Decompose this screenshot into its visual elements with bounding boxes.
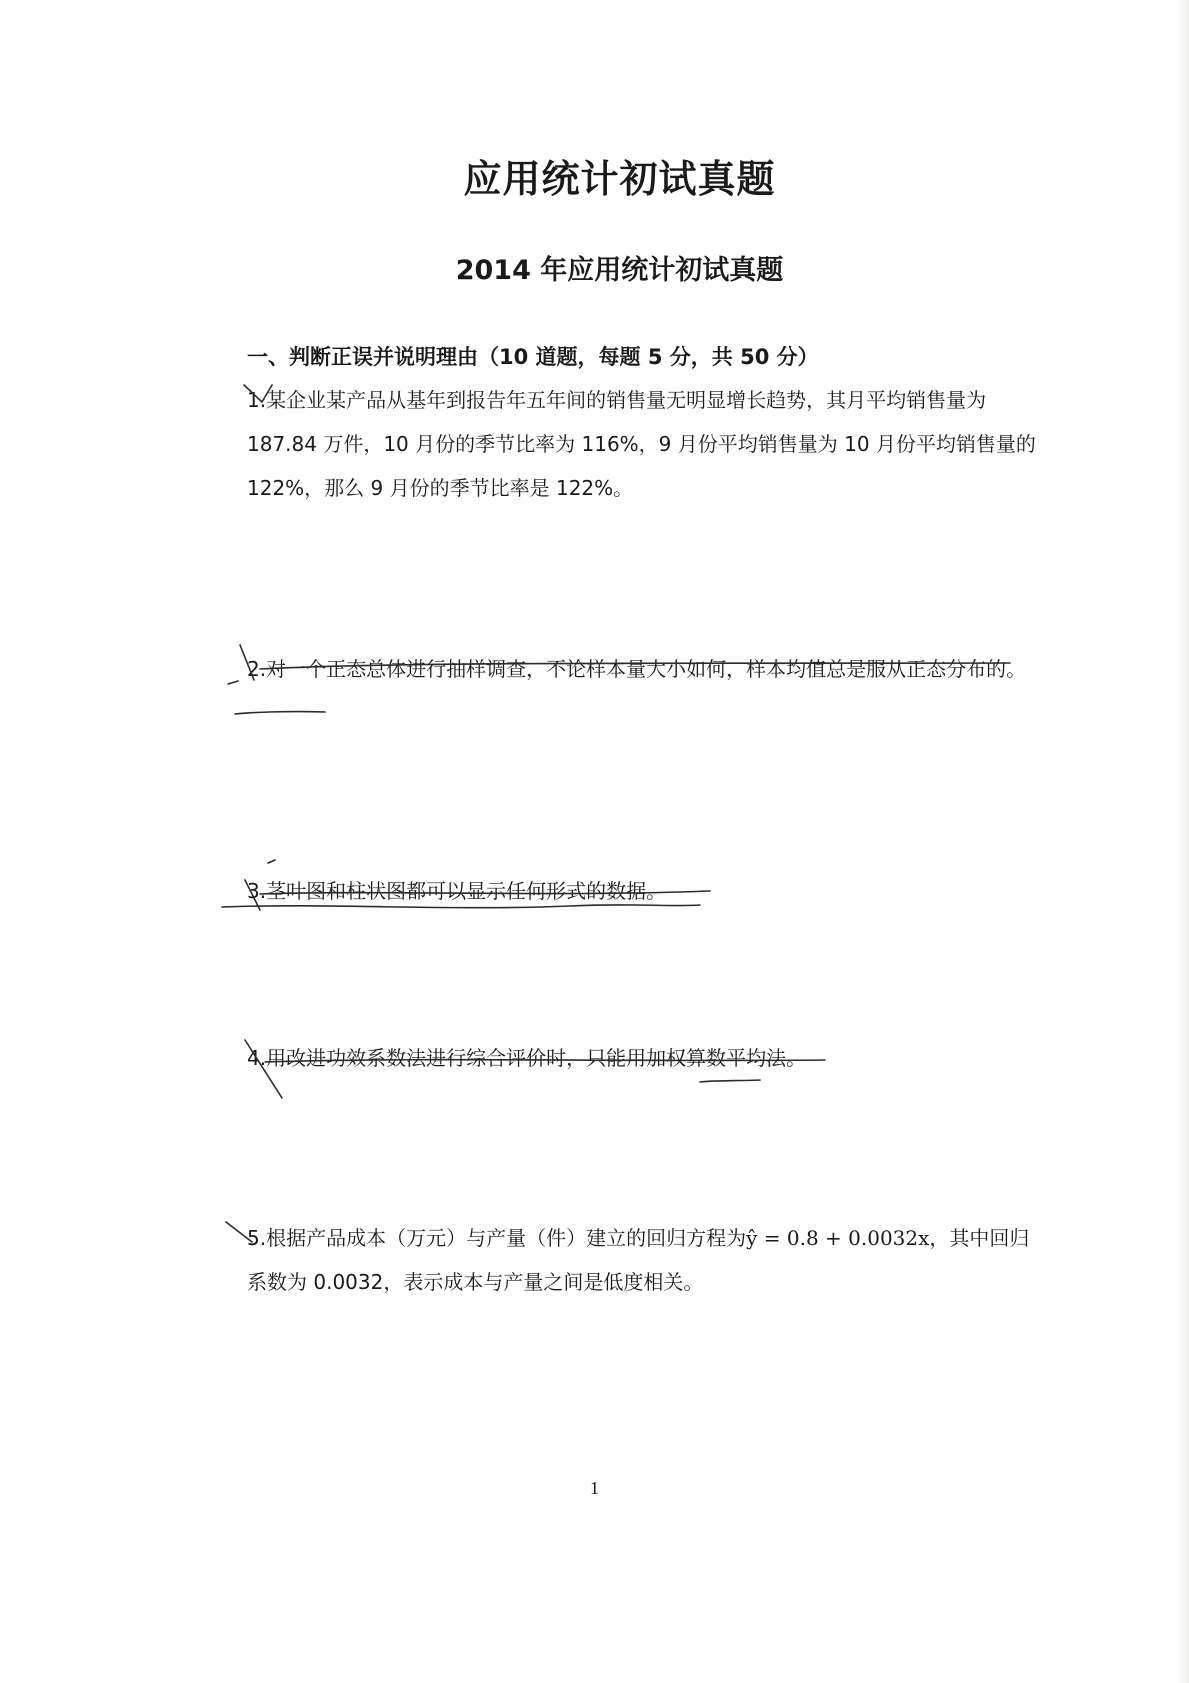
section-heading: 一、判断正误并说明理由（10 道题，每题 5 分，共 50 分） xyxy=(247,345,819,369)
question-3: 3.茎叶图和柱状图都可以显示任何形式的数据。 xyxy=(247,879,667,903)
regression-formula: ŷ = 0.8 + 0.0032x xyxy=(746,1226,930,1250)
q4-underline xyxy=(700,1080,760,1082)
question-4: 4.用改进功效系数法进行综合评价时，只能用加权算数平均法。 xyxy=(247,1046,807,1070)
page-title: 应用统计初试真题 xyxy=(463,157,776,201)
exam-year-title: 2014 年应用统计初试真题 xyxy=(455,255,784,286)
question-5-text-before: 5.根据产品成本（万元）与产量（件）建立的回归方程为 xyxy=(247,1226,747,1250)
q2-edge-mark xyxy=(228,681,238,684)
question-1: 1.某企业某产品从基年到报告年五年间的销售量无明显增长趋势，其月平均销售量为 187.84 万件，10 月份的季节比率为 116%，9 月份平均销售量为 10 月份平均销售量的 122%，那么 9 月份的季节比率是 122%。 xyxy=(247,388,1036,500)
page-number: 1 xyxy=(590,1478,599,1498)
question-2: 2.对一个正态总体进行抽样调查，不论样本量大小如何，样本均值总是服从正态分布的。 xyxy=(247,657,1027,681)
question-5-text-after: ，其中回归系数为 0.0032，表示成本与产量之间是低度相关。 xyxy=(247,1226,1030,1294)
question-5 xyxy=(247,1216,1037,1304)
q2-underline xyxy=(235,712,325,714)
q3-small-mark xyxy=(268,860,275,863)
